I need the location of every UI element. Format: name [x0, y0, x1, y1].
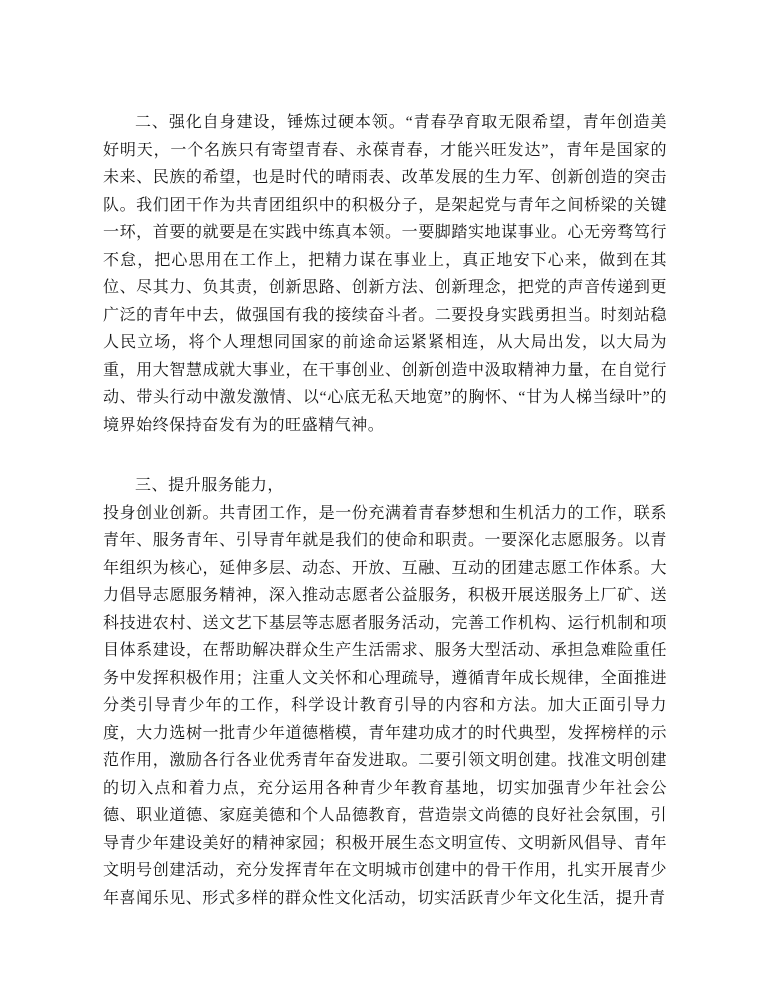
paragraph-section-3-body: 投身创业创新。共青团工作，是一份充满着青春梦想和生机活力的工作，联系青年、服务青年、引导青年就是我们的使命和职责。一要深化志愿服务。以青年组织为核心，延伸多层、动态、开放、互融、互动的团建志愿工作体系。大力倡导志愿服务精神，深入推动志愿者公益服务，积极开展送服务上厂矿、送科技进农村、送文艺下基层等志愿者服务活动，完善工作机构、运行机制和项目体系建设，在帮助解决群众生产生活需求、服务大型活动、承担急难险重任务中发挥积极作用；注重人文关怀和心理疏导，遵循青年成长规律，全面推进分类引导青少年的工作，科学设计教育引导的内容和方法。加大正面引导力度，大力选树一批青少年道德楷模，青年建功成才的时代典型，发挥榜样的示范作用，激励各行各业优秀青年奋发进取。二要引领文明创建。找准文明创建的切入点和着力点，充分运用各种青少年教育基地，切实加强青少年社会公德、职业道德、家庭美德和个人品德教育，营造崇文尚德的良好社会氛围，引导青少年建设美好的精神家园；积极开展生态文明宣传、文明新风倡导、青年文明号创建活动，充分发挥青年在文明城市创建中的骨干作用，扎实开展青少年喜闻乐见、形式多样的群众性文化活动，切实活跃青少年文化生活，提升青 — [103, 504, 667, 907]
paragraph-section-2: 二、强化自身建设，锤炼过硬本领。“青春孕育取无限希望，青年创造美好明天，一个名族只有寄望青春、永葆青春，才能兴旺发达”，青年是国家的未来、民族的希望，也是时代的晴雨表、改革发展的生力军、创新创造的突击队。我们团干作为共青团组织中的积极分子，是架起党与青年之间桥梁的关键一环，首要的就要是在实践中练真本领。一要脚踏实地谋事业。心无旁骛笃行不怠，把心思用在工作上，把精力谋在事业上，真正地安下心来，做到在其位、尽其力、负其责，创新思路、创新方法、创新理念，把党的声音传递到更广泛的青年中去，做强国有我的接续奋斗者。二要投身实践勇担当。时刻站稳人民立场，将个人理想同国家的前途命运紧紧相连，从大局出发，以大局为重，用大智慧成就大事业，在干事创业、创新创造中汲取精神力量，在自觉行动、带头行动中激发激情、以“心底无私天地宽”的胸怀、“甘为人梯当绿叶”的境界始终保持奋发有为的旺盛精气神。 — [103, 114, 667, 434]
paragraph-section-3-heading: 三、提升服务能力， — [135, 477, 284, 494]
